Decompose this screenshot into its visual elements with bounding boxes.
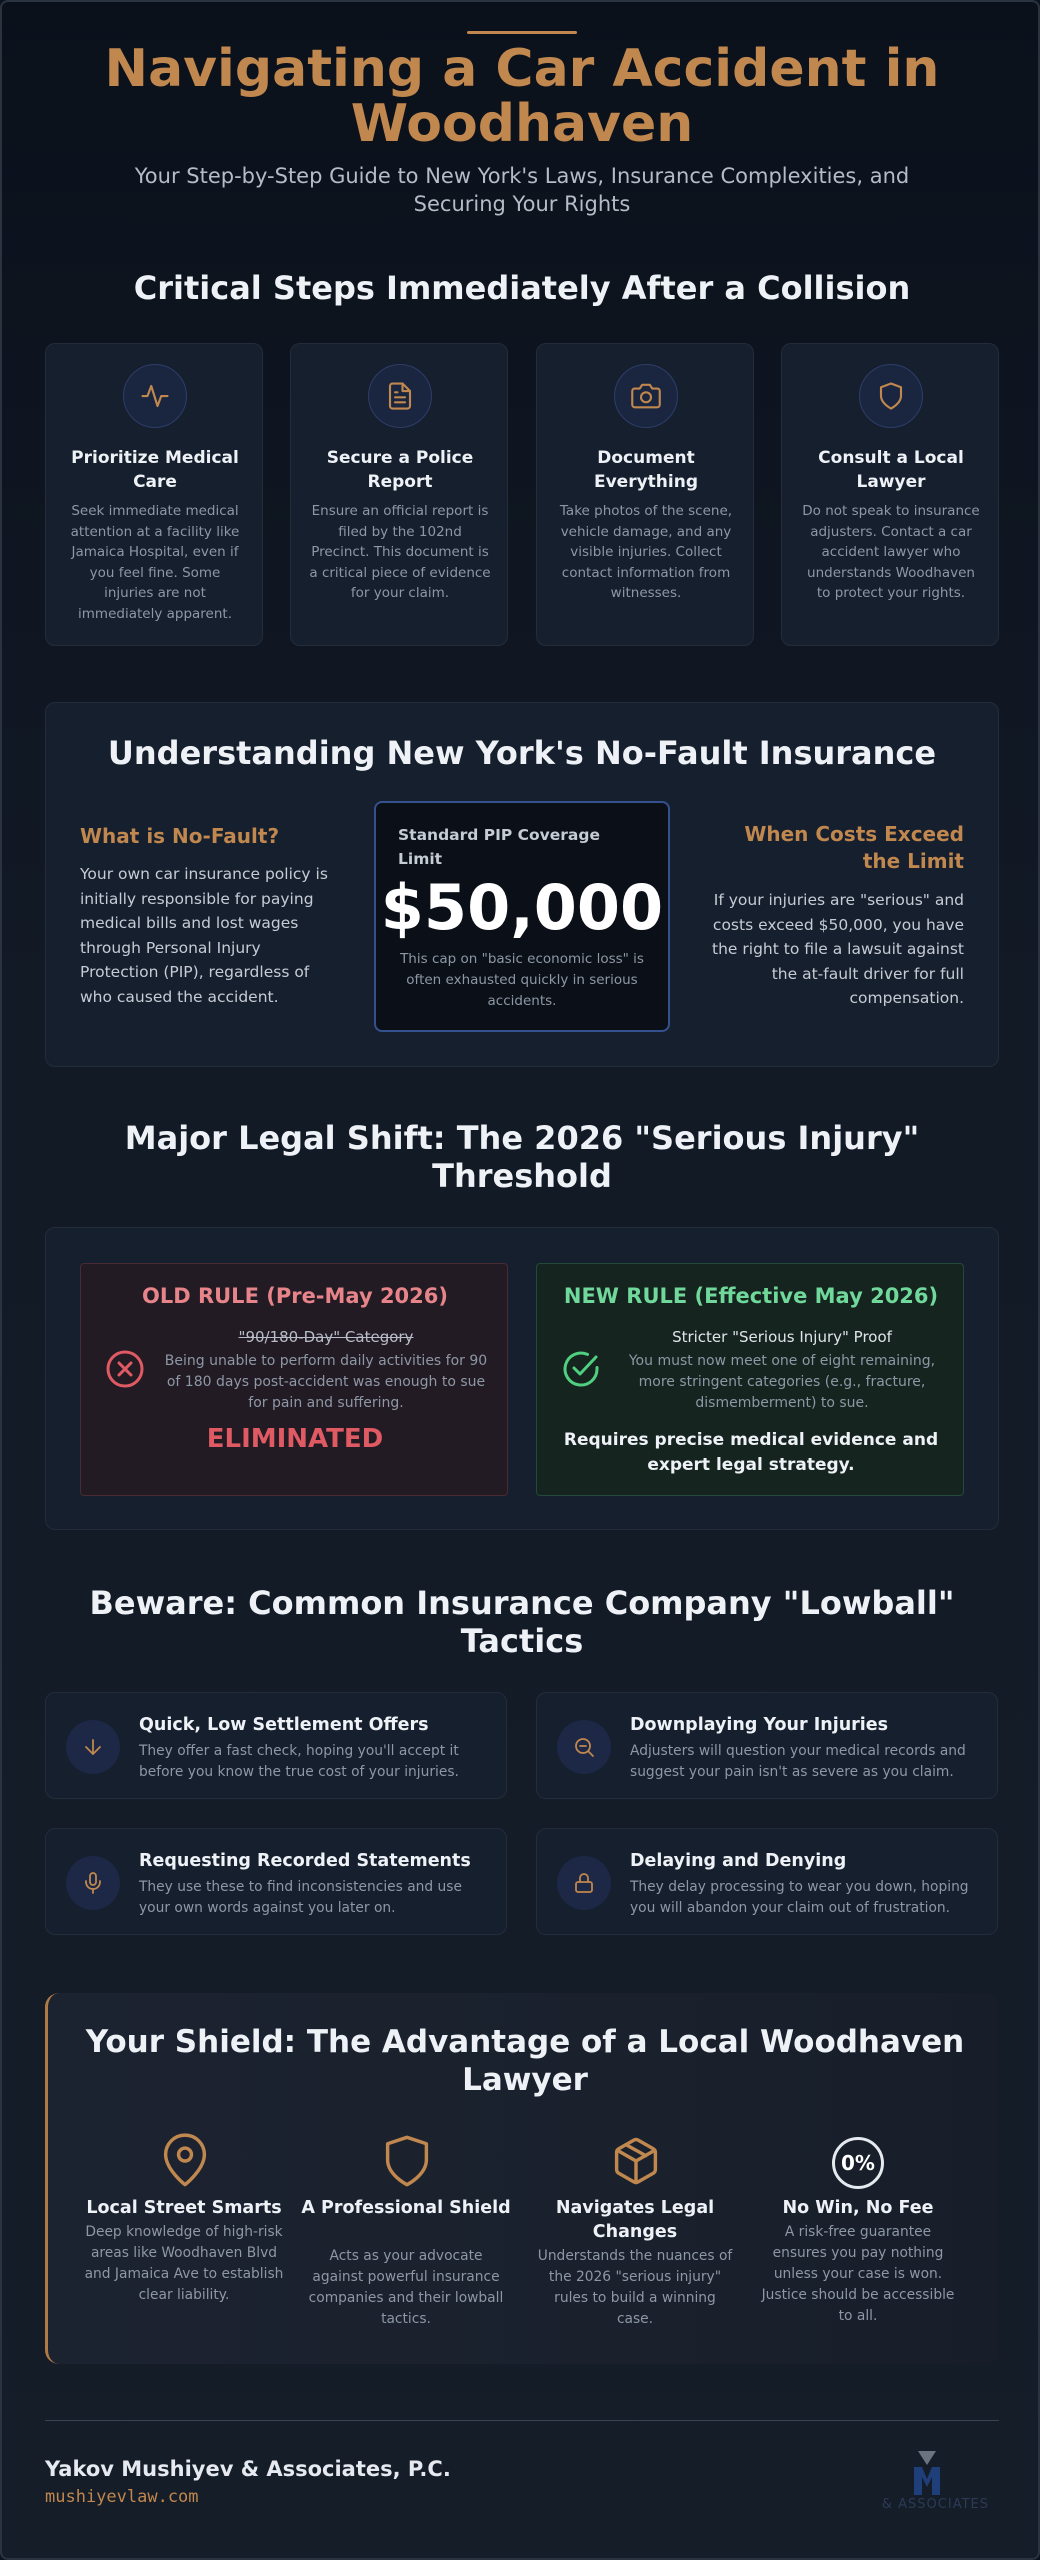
- footer-divider: [45, 2420, 999, 2421]
- new-rule-emphasis: Requires precise medical evidence and expert legal strategy.: [563, 1430, 939, 1475]
- pip-label: Standard PIP Coverage Limit: [398, 826, 600, 868]
- critical-steps-title: Critical Steps Immediately After a Collision: [133, 269, 911, 307]
- tactics-title: Beware: Common Insurance Company "Lowball" Tactics: [89, 1584, 955, 1660]
- zoom-out-icon: [557, 1720, 611, 1774]
- advantage-text: Deep knowledge of high-risk areas like Woodhaven Blvd and Jamaica Ave to establish clear liability.: [84, 2224, 284, 2303]
- zero-percent-icon: [832, 2137, 884, 2189]
- tactic-title: Downplaying Your Injuries: [630, 1715, 889, 1735]
- exceed-limit-title: When Costs Exceed the Limit: [744, 822, 964, 873]
- decorative-top-line: [467, 31, 577, 34]
- firm-name: Yakov Mushiyev & Associates, P.C.: [45, 2457, 451, 2481]
- map-pin-icon: [159, 2133, 211, 2189]
- page-title: Navigating a Car Accident in Woodhaven: [104, 39, 940, 154]
- advantage-text: A risk-free guarantee ensures you pay nothing unless your case is won. Justice should be accessible to all.: [761, 2224, 955, 2324]
- advantage-text: Understands the nuances of the 2026 "serious injury" rules to build a winning case.: [537, 2248, 733, 2327]
- step-title: Consult a Local Lawyer: [818, 448, 964, 492]
- arrow-down-icon: [66, 1720, 120, 1774]
- step-card-police-report: [290, 343, 508, 646]
- step-title: Prioritize Medical Care: [71, 448, 239, 492]
- activity-pulse-icon: [123, 364, 187, 428]
- document-icon: [368, 364, 432, 428]
- shield-icon: [859, 364, 923, 428]
- advantage-text: Acts as your advocate against powerful insurance companies and their lowball tactics.: [308, 2248, 504, 2327]
- pip-note: This cap on "basic economic loss" is often exhausted quickly in serious accidents.: [400, 951, 644, 1009]
- tactic-text: Adjusters will question your medical records and suggest your pain isn't as severe as you claim.: [630, 1743, 966, 1780]
- advantages-title: Your Shield: The Advantage of a Local Woodhaven Lawyer: [85, 2024, 965, 2098]
- shield-icon: [381, 2133, 433, 2189]
- pip-value: $50,000: [380, 871, 664, 944]
- firm-logo: [865, 2447, 989, 2517]
- advantage-title: No Win, No Fee: [782, 2198, 934, 2218]
- tactic-title: Requesting Recorded Statements: [139, 1851, 471, 1871]
- new-rule-title: NEW RULE (Effective May 2026): [563, 1284, 939, 1308]
- tactic-card-delaying: [536, 1828, 998, 1935]
- logo-text: & ASSOCIATES: [881, 2497, 989, 2512]
- lock-icon: [557, 1856, 611, 1910]
- advantage-title: Local Street Smarts: [86, 2198, 282, 2218]
- microphone-icon: [66, 1856, 120, 1910]
- step-title: Secure a Police Report: [326, 448, 474, 492]
- advantages-panel: [45, 1993, 999, 2364]
- exceed-limit-text: If your injuries are "serious" and costs exceed $50,000, you have the right to file a lawsuit against the at-fault driver for full compensation.: [712, 891, 964, 1007]
- step-card-medical: [45, 343, 263, 646]
- tactic-card-recorded-statements: [45, 1828, 507, 1935]
- tactic-title: Quick, Low Settlement Offers: [139, 1715, 429, 1735]
- tactic-title: Delaying and Denying: [630, 1851, 847, 1871]
- new-rule-box: [536, 1263, 964, 1496]
- tactic-text: They use these to find inconsistencies and use your own words against you later on.: [139, 1879, 462, 1916]
- old-rule-title: OLD RULE (Pre-May 2026): [141, 1284, 448, 1308]
- old-rule-text: Being unable to perform daily activities for 90 of 180 days post-accident was enough to sue for pain and suffering.: [164, 1353, 488, 1411]
- step-text: Take photos of the scene, vehicle damage, and any visible injuries. Collect contact information from witnesses.: [559, 503, 733, 601]
- step-text: Ensure an official report is filed by the 102nd Precinct. This document is a critical piece of evidence for your claim.: [309, 503, 491, 601]
- zero-percent-text: 0%: [841, 2151, 875, 2175]
- tactic-text: They offer a fast check, hoping you'll accept it before you know the true cost of your injuries.: [139, 1743, 459, 1780]
- no-fault-definition-text: Your own car insurance policy is initially responsible for paying medical bills and lost wages through Personal Injury Protection (PIP), regardless of who caused the accident.: [80, 865, 328, 1006]
- pip-limit-box: [374, 801, 670, 1032]
- no-fault-title: Understanding New York's No-Fault Insurance: [107, 734, 937, 772]
- tactic-card-downplaying: [536, 1692, 998, 1799]
- step-text: Seek immediate medical attention at a facility like Jamaica Hospital, even if you feel fine. Some injuries are not immediately apparent.: [70, 503, 240, 622]
- tactic-text: They delay processing to wear you down, hoping you will abandon your claim out of frustration.: [630, 1879, 969, 1916]
- step-card-document: [536, 343, 754, 646]
- old-rule-category: "90/180-Day" Category: [238, 1328, 414, 1346]
- check-circle-icon: [561, 1349, 601, 1389]
- advantage-title: Navigates Legal Changes: [555, 2198, 715, 2242]
- tactic-card-low-offers: [45, 1692, 507, 1799]
- new-rule-category: Stricter "Serious Injury" Proof: [672, 1328, 892, 1346]
- step-title: Document Everything: [593, 448, 699, 492]
- page-subtitle: Your Step-by-Step Guide to New York's Laws, Insurance Complexities, and Securing Your Rights: [134, 164, 910, 216]
- firm-url[interactable]: mushiyevlaw.com: [45, 2487, 199, 2507]
- legal-shift-title: Major Legal Shift: The 2026 "Serious Injury" Threshold: [124, 1119, 920, 1195]
- new-rule-text: You must now meet one of eight remaining, more stringent categories (e.g., fracture, dismemberment) to sue.: [628, 1353, 936, 1411]
- step-text: Do not speak to insurance adjusters. Contact a car accident lawyer who understands Woodhaven to protect your rights.: [802, 503, 980, 601]
- old-rule-box: [80, 1263, 508, 1496]
- camera-icon: [614, 364, 678, 428]
- no-fault-definition-title: What is No-Fault?: [80, 824, 280, 848]
- eliminated-label: ELIMINATED: [206, 1424, 384, 1454]
- advantage-title: A Professional Shield: [301, 2198, 511, 2218]
- package-icon: [610, 2133, 662, 2189]
- step-card-lawyer: [781, 343, 999, 646]
- x-circle-icon: [105, 1349, 145, 1389]
